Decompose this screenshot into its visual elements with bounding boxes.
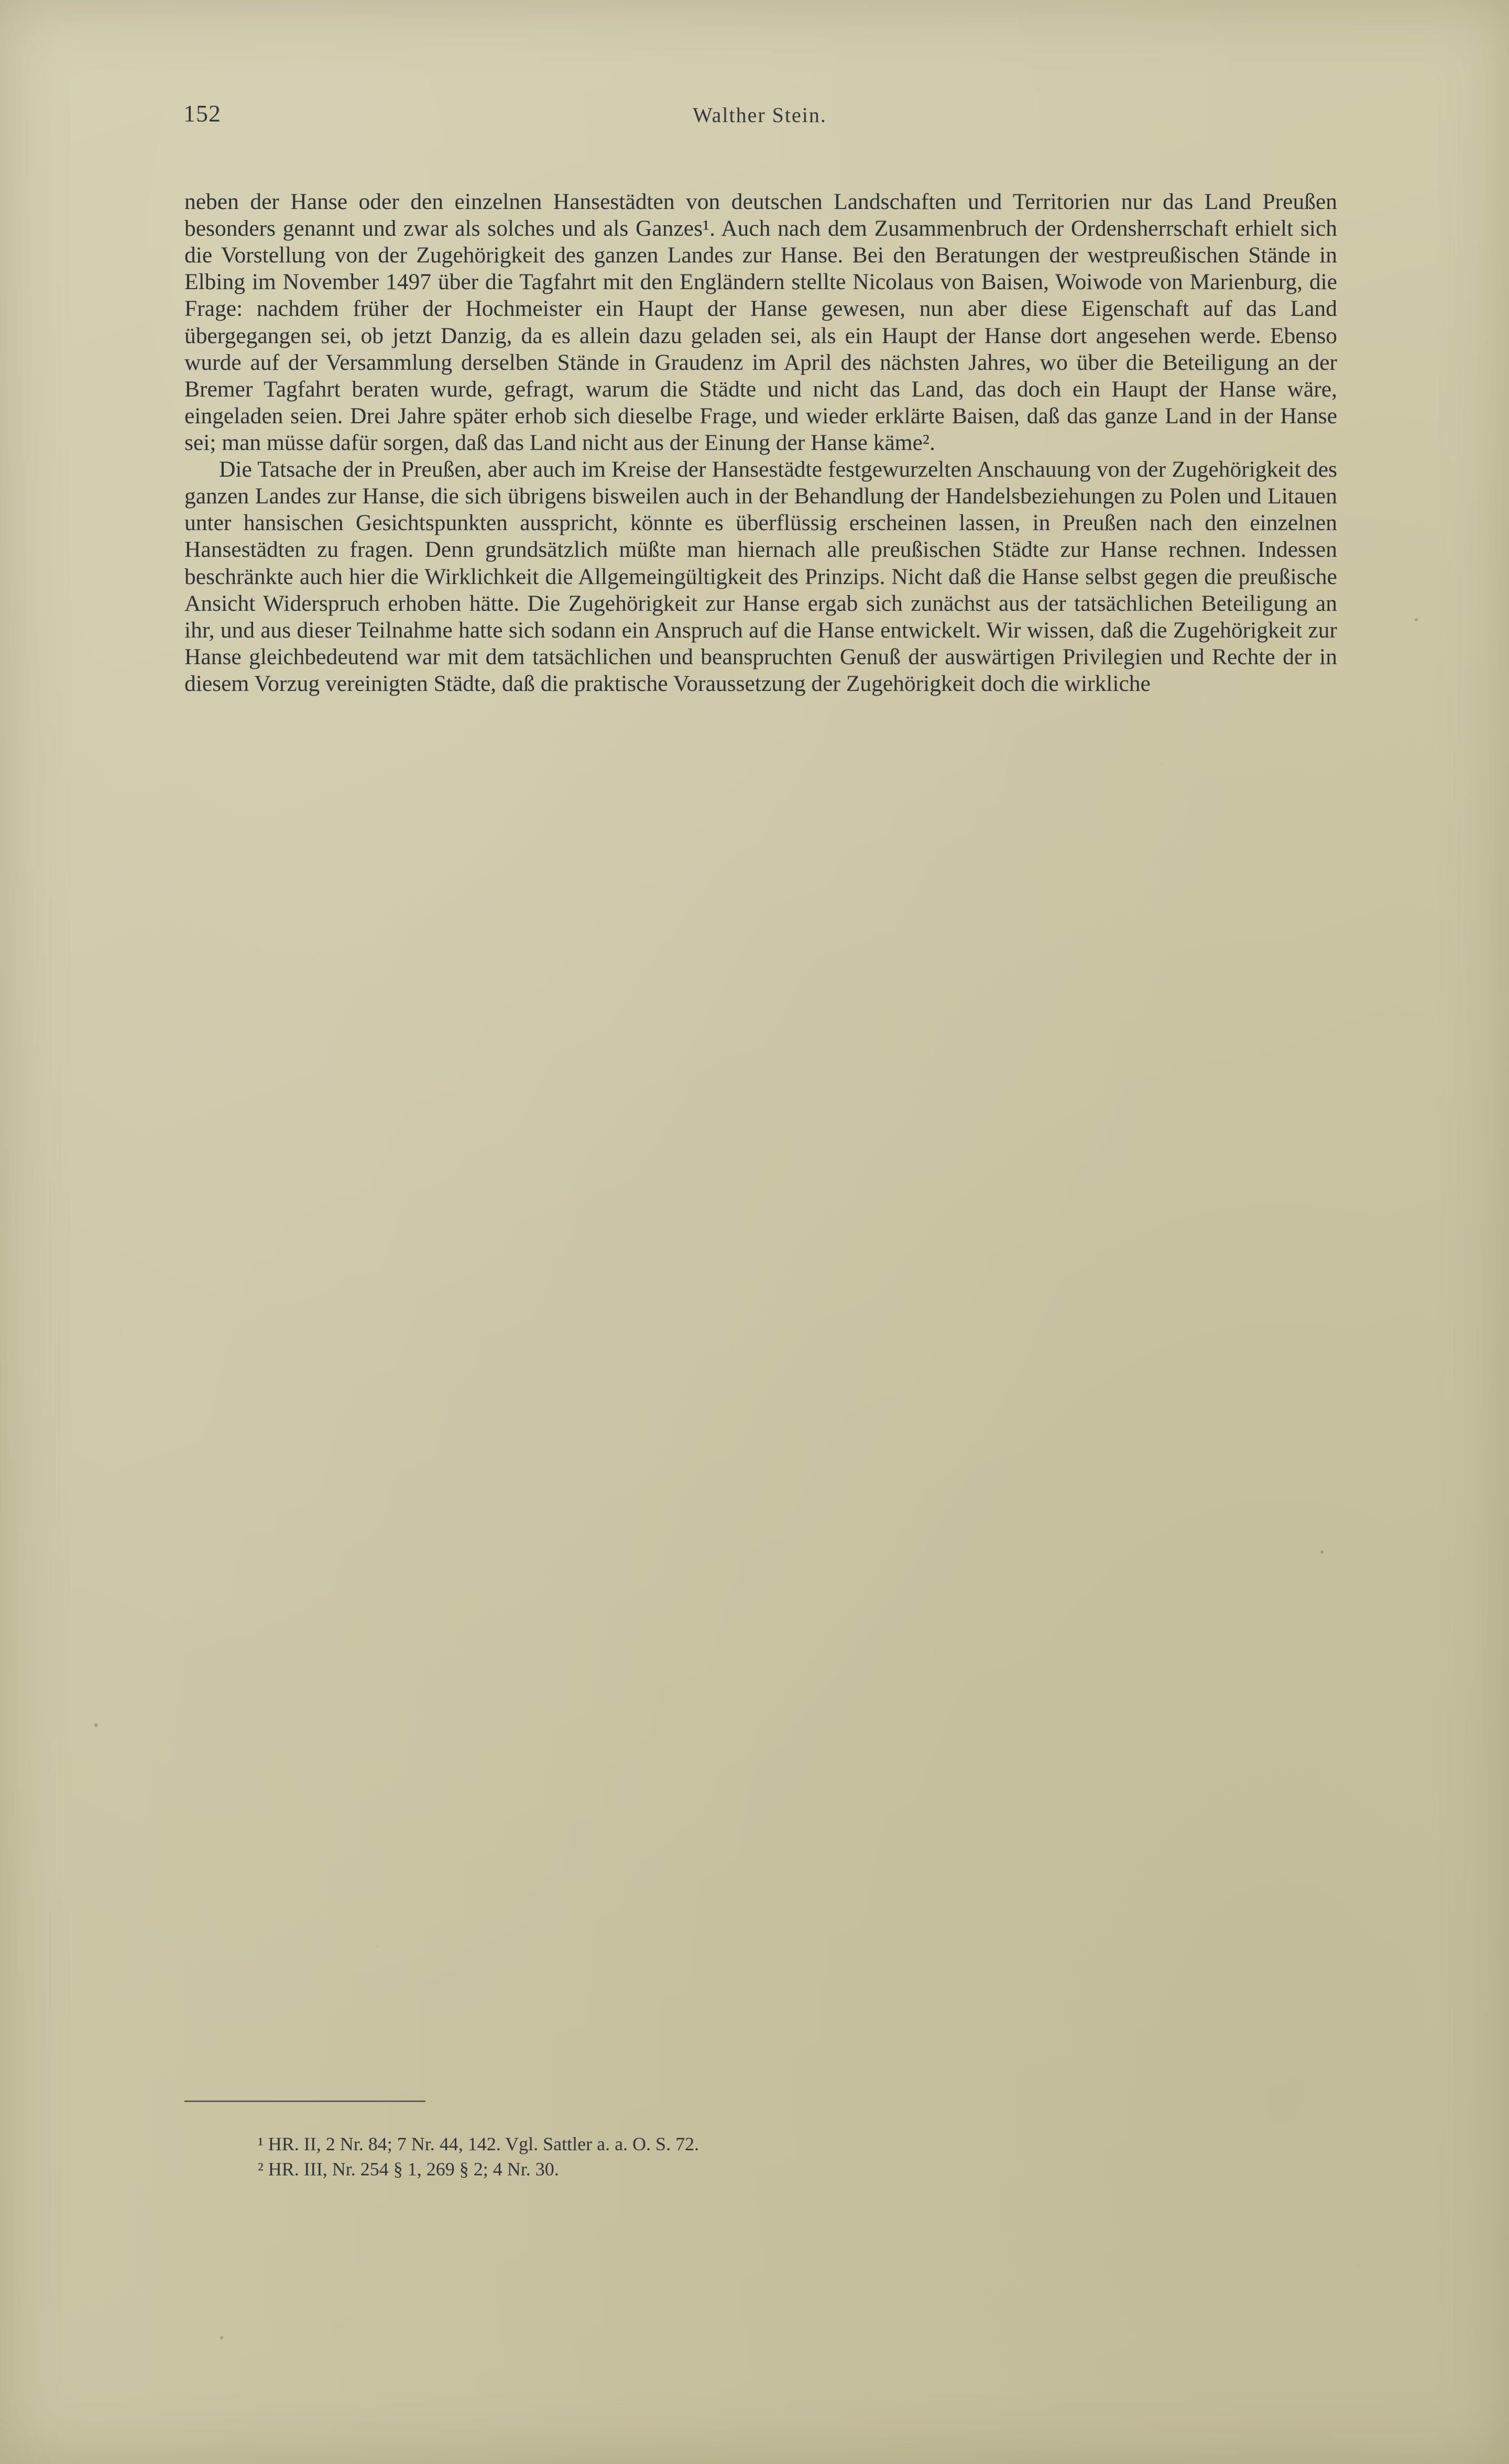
paper-speck [94, 1723, 98, 1727]
footnote-2: ² HR. III, Nr. 254 § 1, 269 § 2; 4 Nr. 30. [258, 2158, 559, 2180]
paragraph-1: neben der Hanse oder den einzelnen Hansestädten von deutschen Landschaften und Territorien nur das Land Preußen besonders genannt und zwar als solches und als Ganzes¹. Auch nach dem Zusammenbruch der Ordensherrschaft erhielt sich die Vorstellung von der Zugehörigkeit des ganzen Landes zur Hanse. Bei den Beratungen der westpreußischen Stände in Elbing im November 1497 über die Tagfahrt mit den Engländern stellte Nicolaus von Baisen, Woiwode von Marienburg, die Frage: nachdem früher der Hochmeister ein Haupt der Hanse gewesen, nun aber diese Eigenschaft auf das Land übergegangen sei, ob jetzt Danzig, da es allein dazu geladen sei, als ein Haupt der Hanse dort angesehen werde. Ebenso wurde auf der Versammlung derselben Stände in Graudenz im April des nächsten Jahres, wo über die Beteiligung an der Bremer Tagfahrt beraten wurde, gefragt, warum die Städte und nicht das Land, das doch ein Haupt der Hanse wäre, eingeladen seien. Drei Jahre später erhob sich dieselbe Frage, und wieder erklärte Baisen, daß das ganze Land in der Hanse sei; man müsse dafür sorgen, daß das Land nicht aus der Einung der Hanse käme². [184, 189, 1337, 455]
page-header [183, 100, 1336, 136]
paragraph-2: Die Tatsache der in Preußen, aber auch im Kreise der Hansestädte festgewurzelten Anschauung von der Zugehörigkeit des ganzen Landes zur Hanse, die sich übrigens bisweilen auch in der Behandlung der Handelsbeziehungen zu Polen und Litauen unter hansischen Gesichtspunkten ausspricht, könnte es überflüssig erscheinen lassen, in Preußen nach den einzelnen Hansestädten zu fragen. Denn grundsätzlich müßte man hiernach alle preußischen Städte zur Hanse rechnen. Indessen beschränkte auch hier die Wirklichkeit die Allgemeingültigkeit des Prinzips. Nicht daß die Hanse selbst gegen die preußische Ansicht Widerspruch erhoben hätte. Die Zugehörigkeit zur Hanse ergab sich zunächst aus der tatsächlichen Beteiligung an ihr, und aus dieser Teilnahme hatte sich sodann ein Anspruch auf die Hanse entwickelt. Wir wissen, daß die Zugehörigkeit zur Hanse gleichbedeutend war mit dem tatsächlichen und beanspruchten Genuß der auswärtigen Privilegien und Rechte der in diesem Vorzug vereinigten Städte, daß die praktische Voraussetzung der Zugehörigkeit doch die wirkliche [184, 457, 1337, 696]
page-number: 152 [183, 100, 221, 127]
body-text [184, 189, 1337, 697]
footnote-block [184, 2132, 1337, 2182]
paper-speck [1320, 1550, 1324, 1554]
paper-speck [1415, 618, 1418, 621]
running-title: Walther Stein. [693, 103, 827, 127]
paper-speck [220, 2336, 223, 2339]
footnote-1: ¹ HR. II, 2 Nr. 84; 7 Nr. 44, 142. Vgl. Sattler a. a. O. S. 72. [258, 2133, 699, 2154]
footnote-separator [184, 2100, 425, 2102]
